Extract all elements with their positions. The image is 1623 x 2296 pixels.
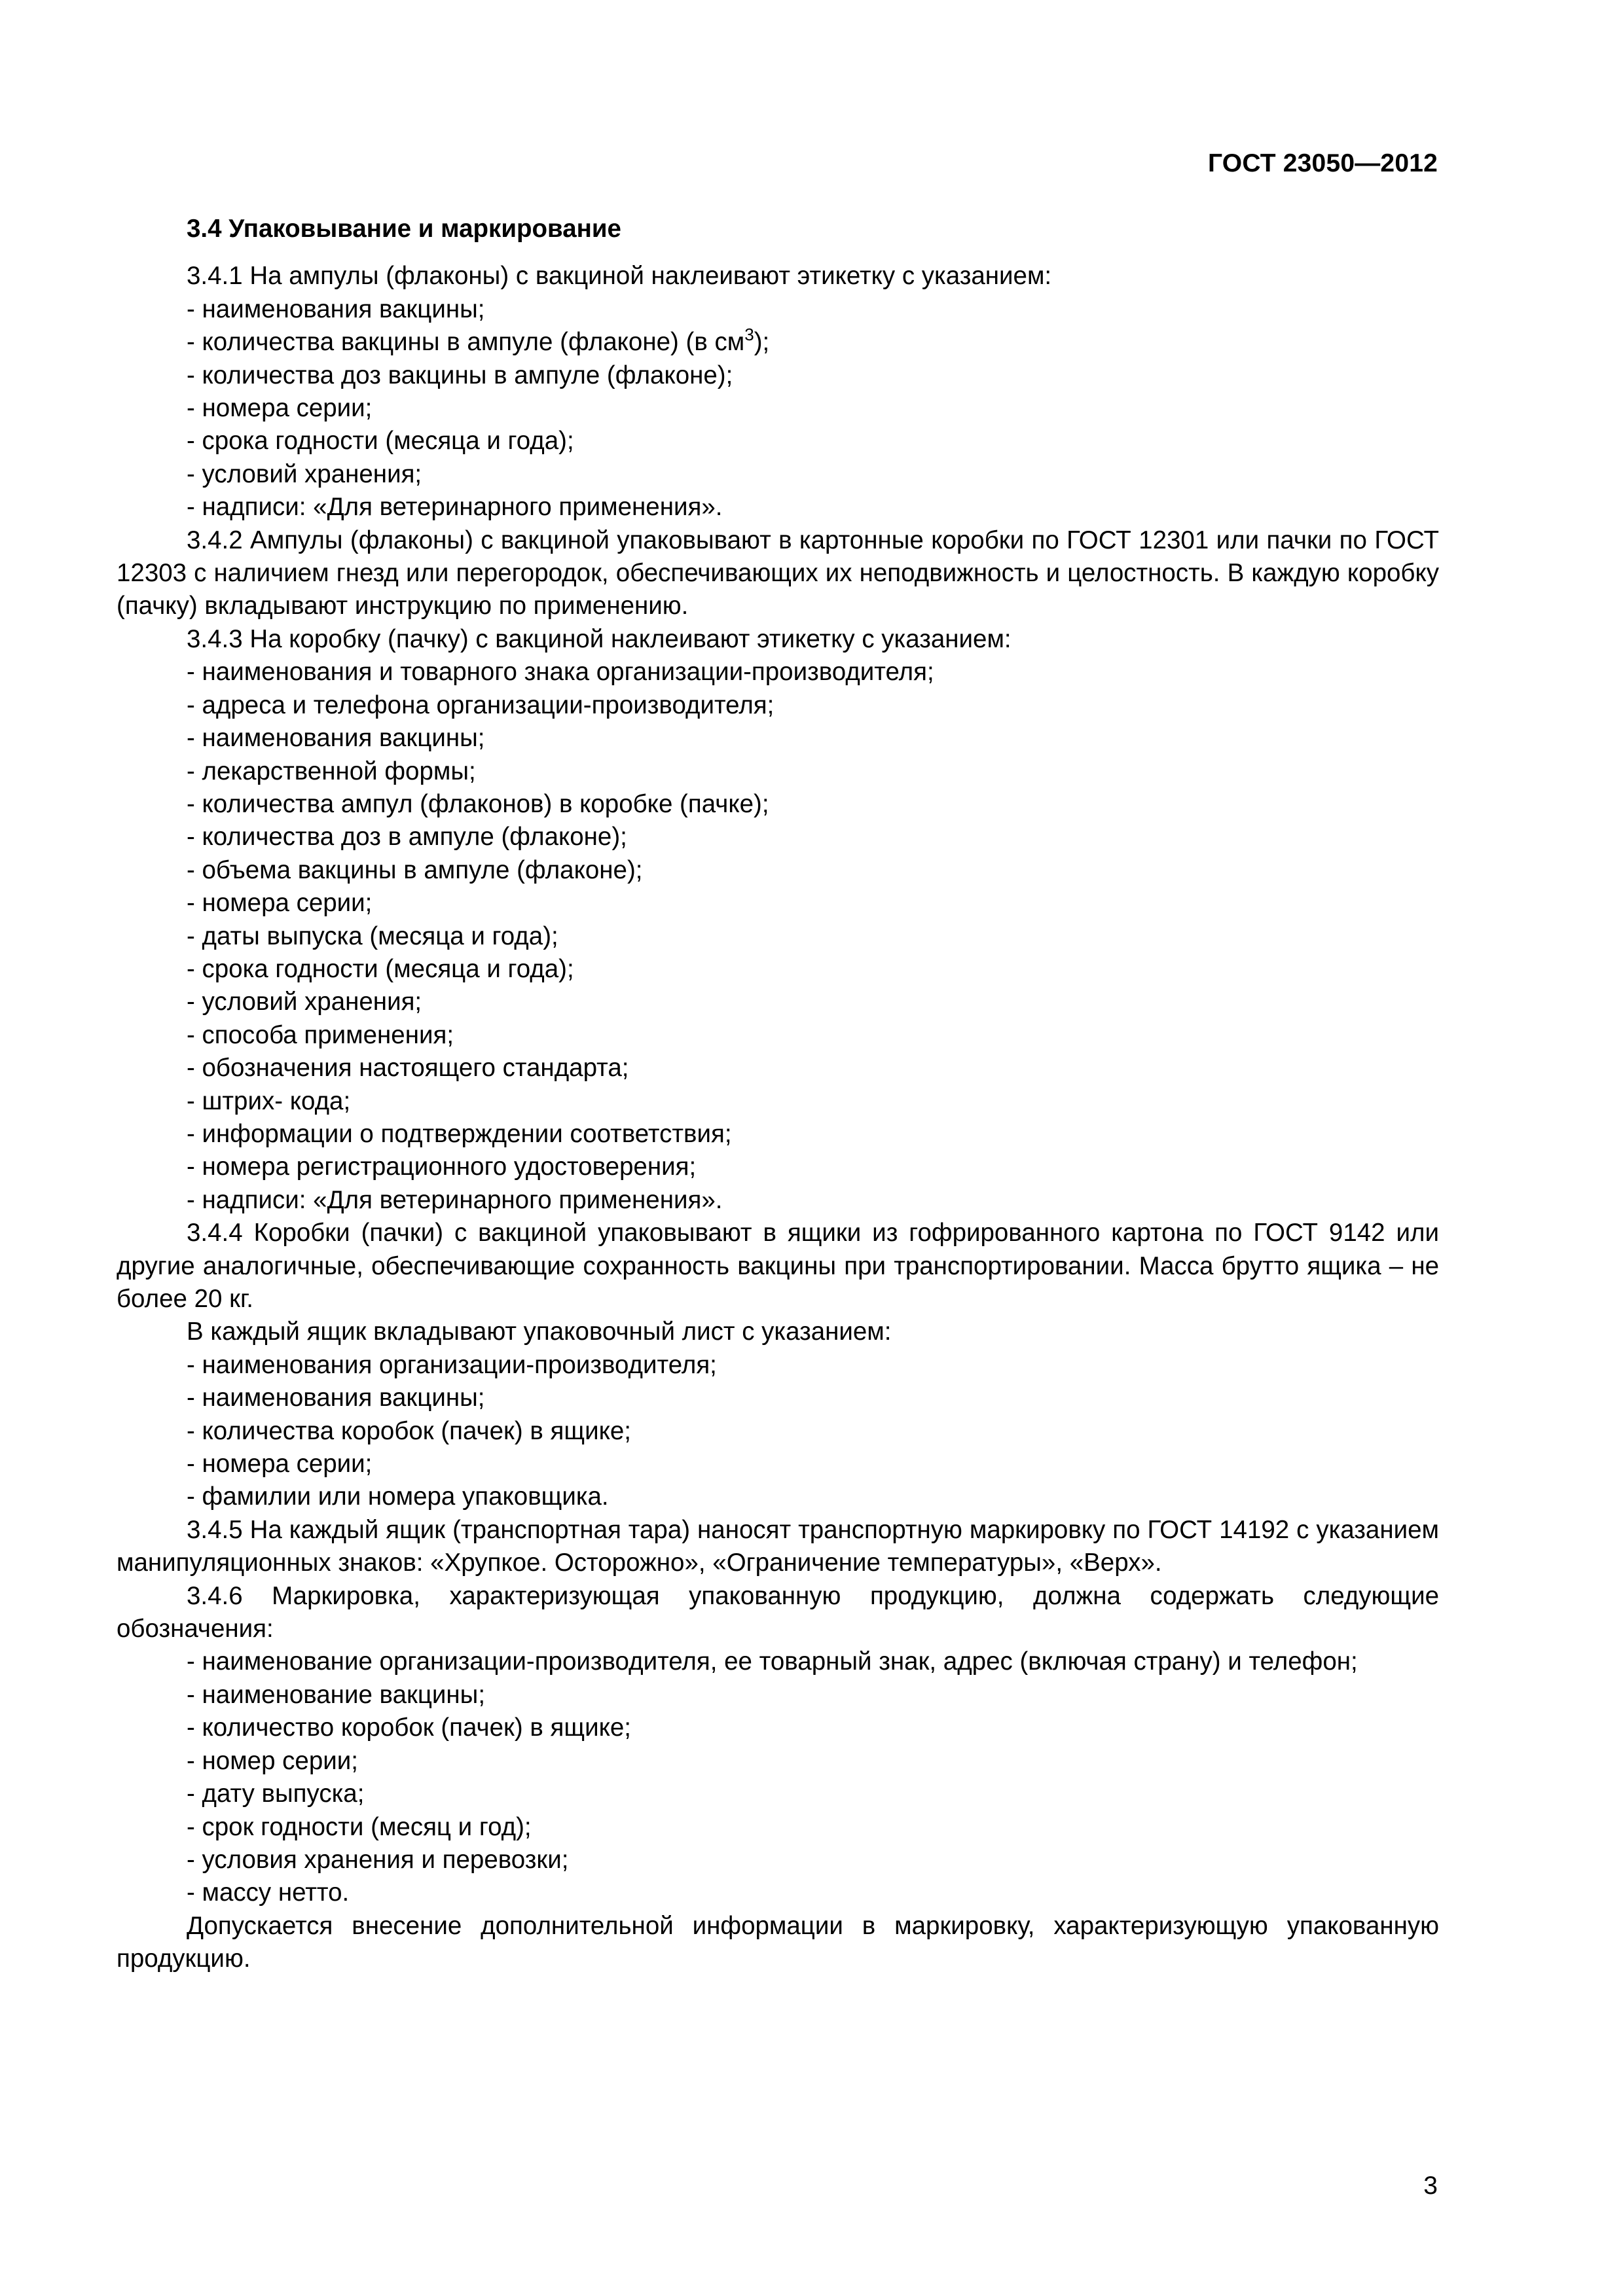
clause-3-4-5: 3.4.5 На каждый ящик (транспортная тара) наносят транспортную маркировку по ГОСТ 14192 с указанием манипуляционных знаков: «Хрупкое. Осторожно», «Ограничение температуры», «Верх». bbox=[117, 1515, 1439, 1577]
clause-3-4-3-intro: 3.4.3 На коробку (пачку) с вакциной наклеивают этикетку с указанием: bbox=[187, 624, 1012, 653]
list-item: - номера серии; bbox=[187, 394, 373, 423]
list-item: - условий хранения; bbox=[187, 459, 422, 488]
list-item: - количества доз в ампуле (флаконе); bbox=[187, 823, 627, 852]
list-item: - наименования вакцины; bbox=[187, 295, 485, 323]
list-item: - условий хранения; bbox=[187, 988, 422, 1016]
list-item: - объема вакцины в ампуле (флаконе); bbox=[187, 855, 643, 884]
list-item: - наименования и товарного знака организации-производителя; bbox=[187, 658, 934, 687]
list-item: - дату выпуска; bbox=[187, 1780, 365, 1808]
list-item: - условия хранения и перевозки; bbox=[187, 1845, 569, 1874]
list-item: - количества ампул (флаконов) в коробке (пачке); bbox=[187, 789, 769, 818]
list-item: - наименование организации-производителя, ее товарный знак, адрес (включая страну) и телефон; bbox=[187, 1647, 1358, 1676]
clause-3-4-6-intro: 3.4.6 Маркировка, характеризующая упакованную продукцию, должна содержать следующие обозначения: bbox=[117, 1581, 1439, 1643]
list-item: - срока годности (месяца и года); bbox=[187, 954, 574, 983]
packing-list-intro: В каждый ящик вкладывают упаковочный лист с указанием: bbox=[187, 1318, 892, 1346]
clause-3-4-2: 3.4.2 Ампулы (флаконы) с вакциной упаковывают в картонные коробки по ГОСТ 12301 или пачки по ГОСТ 12303 с наличием гнезд или перегородок, обеспечивающих их неподвижность и целостность. В каждую коробку (пачку) вкладывают инструкцию по применению. bbox=[117, 526, 1439, 620]
list-item: - количества доз вакцины в ампуле (флаконе); bbox=[187, 361, 733, 389]
list-item: - лекарственной формы; bbox=[187, 757, 476, 785]
list-item-text: ); bbox=[754, 328, 770, 357]
list-item-volume bbox=[117, 326, 1439, 359]
list-item: - номера регистрационного удостоверения; bbox=[187, 1153, 697, 1181]
list-item: - наименования вакцины; bbox=[187, 724, 485, 753]
list-item: - номер серии; bbox=[187, 1746, 358, 1775]
list-item: - способа применения; bbox=[187, 1020, 454, 1049]
list-item-text: - количества вакцины в ампуле (флаконе) (в см bbox=[187, 328, 745, 357]
list-item: - срок годности (месяц и год); bbox=[187, 1812, 532, 1841]
list-item: - адреса и телефона организации-производителя; bbox=[187, 691, 775, 719]
list-item: - срока годности (месяца и года); bbox=[187, 427, 574, 456]
superscript: 3 bbox=[744, 325, 754, 345]
clause-3-4-4: 3.4.4 Коробки (пачки) с вакциной упаковывают в ящики из гофрированного картона по ГОСТ 9142 или другие аналогичные, обеспечивающие сохранность вакцины при транспортировании. Масса брутто ящика – не более 20 кг. bbox=[117, 1219, 1439, 1313]
clause-3-4-1-intro: 3.4.1 На ампулы (флаконы) с вакциной наклеивают этикетку с указанием: bbox=[187, 262, 1052, 291]
list-item: - количества коробок (пачек) в ящике; bbox=[187, 1416, 631, 1445]
list-item: - даты выпуска (месяца и года); bbox=[187, 922, 558, 950]
list-item: - количество коробок (пачек) в ящике; bbox=[187, 1713, 631, 1742]
list-item: - наименования организации-производителя; bbox=[187, 1350, 717, 1379]
list-item: - номера серии; bbox=[187, 889, 373, 918]
document-code-header: ГОСТ 23050—2012 bbox=[1208, 149, 1438, 177]
list-item: - наименования вакцины; bbox=[187, 1384, 485, 1412]
list-item: - фамилии или номера упаковщика. bbox=[187, 1482, 609, 1511]
list-item: - штрих- кода; bbox=[187, 1086, 351, 1115]
list-item: - обозначения настоящего стандарта; bbox=[187, 1054, 629, 1083]
section-title: 3.4 Упаковывание и маркирование bbox=[187, 215, 621, 243]
page-number: 3 bbox=[1423, 2172, 1438, 2200]
closing-paragraph: Допускается внесение дополнительной информации в маркировку, характеризующую упакованную продукцию. bbox=[117, 1911, 1439, 1973]
list-item: - информации о подтверждении соответствия; bbox=[187, 1119, 732, 1148]
list-item: - массу нетто. bbox=[187, 1878, 350, 1907]
list-item: - надписи: «Для ветеринарного применения». bbox=[187, 493, 723, 522]
list-item: - наименование вакцины; bbox=[187, 1680, 486, 1709]
list-item: - надписи: «Для ветеринарного применения». bbox=[187, 1185, 723, 1214]
document-body bbox=[117, 213, 1439, 1976]
list-item: - номера серии; bbox=[187, 1450, 373, 1479]
